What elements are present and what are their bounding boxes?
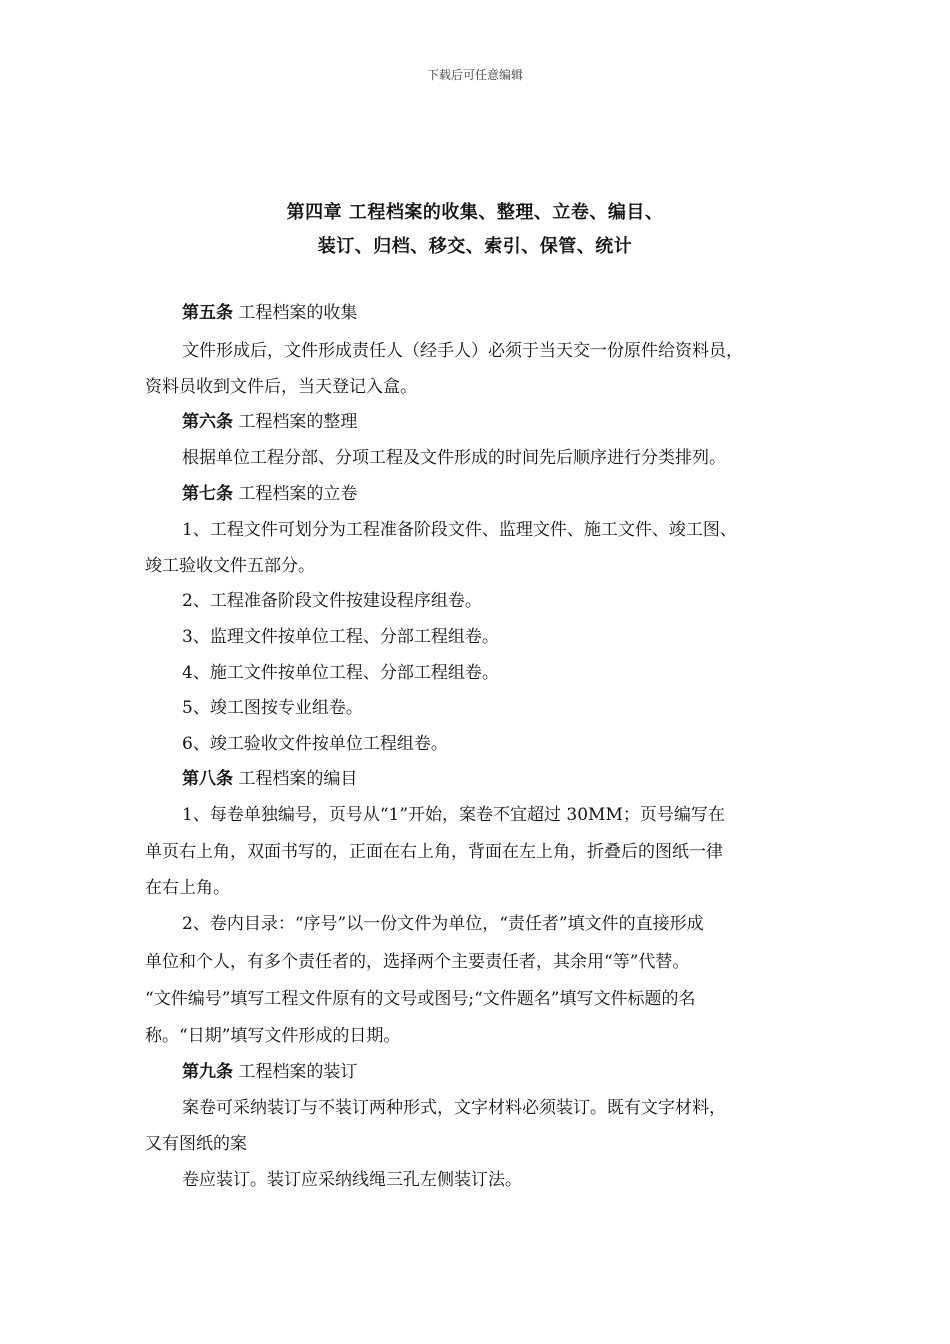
article-7-item-line: 竣工验收文件五部分。 <box>145 556 315 576</box>
article-5-label: 第五条 <box>182 303 233 323</box>
article-9-heading <box>182 1061 357 1083</box>
chapter-title-line-1: 第四章 工程档案的收集、整理、立卷、编目、 <box>286 202 664 223</box>
article-6-label: 第六条 <box>182 412 233 432</box>
article-7-heading <box>182 483 357 505</box>
article-8-item-line: 2、卷内目录：“序号”以一份文件为单位，“责任者”填文件的直接形成 <box>182 914 704 934</box>
article-8-item-line: “文件编号”填写工程文件原有的文号或图号;“文件题名”填写文件标题的名 <box>145 989 696 1009</box>
article-5-paragraph-line: 资料员收到文件后，当天登记入盒。 <box>145 377 417 397</box>
article-8-item-line: 单页右上角，双面书写的，正面在右上角，背面在左上角，折叠后的图纸一律 <box>145 842 723 862</box>
article-9-subject: 工程档案的装订 <box>233 1062 358 1082</box>
article-8-item-line: 在右上角。 <box>145 878 230 898</box>
article-7-item-line: 3、监理文件按单位工程、分部工程组卷。 <box>182 627 499 647</box>
article-5-paragraph-line: 文件形成后，文件形成责任人（经手人）必须于当天交一份原件给资料员， <box>182 341 743 361</box>
article-8-subject: 工程档案的编目 <box>233 769 358 789</box>
article-7-item-line: 5、竣工图按专业组卷。 <box>182 698 363 718</box>
page-header: 下载后可任意编辑 <box>426 68 523 82</box>
article-5-heading <box>182 302 357 324</box>
article-6-heading <box>182 411 357 433</box>
article-8-item-line: 称。“日期”填写文件形成的日期。 <box>145 1026 401 1046</box>
chapter-title-line-2: 装订、归档、移交、索引、保管、统计 <box>317 236 633 257</box>
article-5-subject: 工程档案的收集 <box>233 303 358 323</box>
article-7-item-line: 4、施工文件按单位工程、分部工程组卷。 <box>182 663 499 683</box>
article-7-item-line: 2、工程准备阶段文件按建设程序组卷。 <box>182 591 482 611</box>
article-9-label: 第九条 <box>182 1062 233 1082</box>
article-8-heading <box>182 768 357 790</box>
article-9-paragraph-line: 卷应装订。装订应采纳线绳三孔左侧装订法。 <box>182 1170 522 1190</box>
article-6-paragraph-line: 根据单位工程分部、分项工程及文件形成的时间先后顺序进行分类排列。 <box>182 448 726 468</box>
article-7-label: 第七条 <box>182 484 233 504</box>
article-8-label: 第八条 <box>182 769 233 789</box>
article-8-item-line: 1、每卷单独编号，页号从“1”开始，案卷不宜超过 30MM；页号编写在 <box>182 805 725 825</box>
article-9-paragraph-line: 又有图纸的案 <box>145 1134 247 1154</box>
article-8-item-line: 单位和个人，有多个责任者的，选择两个主要责任者，其余用“等”代替。 <box>145 952 690 972</box>
article-7-subject: 工程档案的立卷 <box>233 484 358 504</box>
article-6-subject: 工程档案的整理 <box>233 412 358 432</box>
article-7-item-line: 6、竣工验收文件按单位工程组卷。 <box>182 734 448 754</box>
article-7-item-line: 1、工程文件可划分为工程准备阶段文件、监理文件、施工文件、竣工图、 <box>182 520 737 540</box>
article-9-paragraph-line: 案卷可采纳装订与不装订两种形式，文字材料必须装订。既有文字材料， <box>182 1098 726 1118</box>
